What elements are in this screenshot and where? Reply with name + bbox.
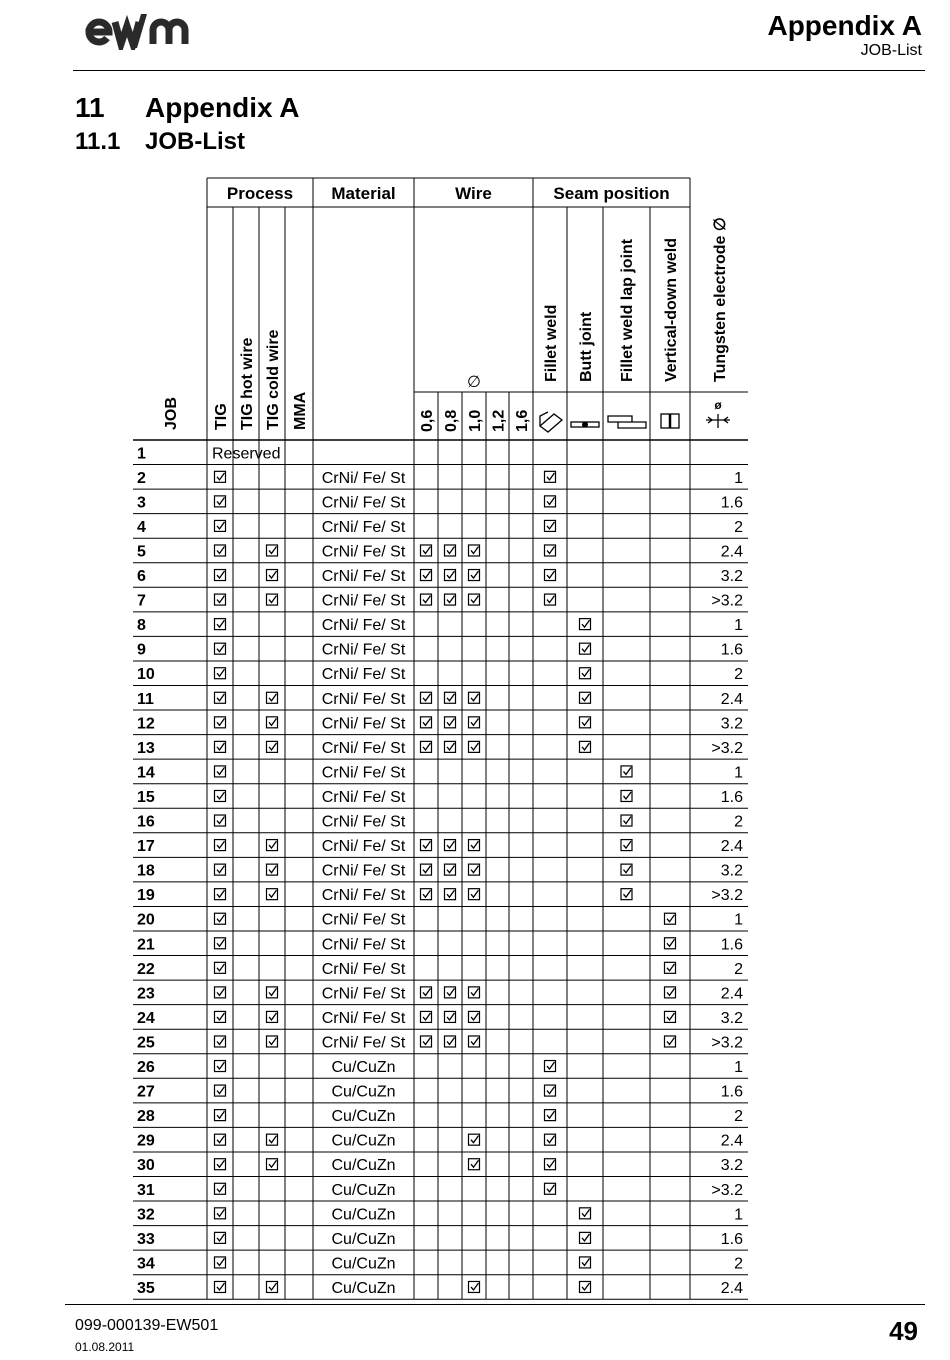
checkmark-icon <box>580 1208 591 1219</box>
tungsten-value: 2 <box>734 813 743 831</box>
checkmark-icon <box>545 594 556 605</box>
tungsten-value: 1.6 <box>720 494 743 512</box>
job-number: 23 <box>137 985 155 1003</box>
job-number: 9 <box>137 641 146 659</box>
checkmark-icon <box>469 1011 480 1022</box>
checkmark-icon <box>665 962 676 973</box>
checkmark-icon <box>215 643 226 654</box>
checkmark-icon <box>421 987 432 998</box>
job-number: 15 <box>137 788 155 806</box>
tungsten-value: 1 <box>734 1059 743 1077</box>
job-number: 35 <box>137 1279 155 1297</box>
tungsten-value: 2 <box>734 1108 743 1126</box>
job-number: 22 <box>137 960 155 978</box>
checkmark-icon <box>215 938 226 949</box>
checkmark-icon <box>215 1061 226 1072</box>
checkmark-icon <box>580 1281 591 1292</box>
tungsten-value: 1.6 <box>720 788 743 806</box>
column-header-fillet-weld: Fillet weld <box>543 304 560 382</box>
tungsten-value: >3.2 <box>711 592 743 610</box>
heading-text: Appendix A <box>145 92 300 123</box>
material-cell: CrNi/ Fe/ St <box>321 518 406 536</box>
column-header-mma: MMA <box>292 391 309 430</box>
checkmark-icon <box>267 987 278 998</box>
wire-size-header: 1,0 <box>467 409 484 432</box>
checkmark-icon <box>469 545 480 556</box>
checkmark-icon <box>545 1134 556 1145</box>
checkmark-icon <box>469 864 480 875</box>
checkmark-icon <box>445 594 456 605</box>
checkmark-icon <box>421 594 432 605</box>
heading-number: 11 <box>75 92 105 123</box>
tungsten-value: 3.2 <box>720 1157 743 1175</box>
checkmark-icon <box>421 1011 432 1022</box>
material-cell: CrNi/ Fe/ St <box>321 690 406 708</box>
job-number: 17 <box>137 838 155 856</box>
material-cell: Cu/CuZn <box>331 1206 396 1224</box>
checkmark-icon <box>215 913 226 924</box>
checkmark-icon <box>215 987 226 998</box>
job-number: 12 <box>137 715 155 733</box>
checkmark-icon <box>621 815 632 826</box>
job-number: 20 <box>137 911 155 929</box>
material-cell: Cu/CuZn <box>331 1132 396 1150</box>
checkmark-icon <box>421 570 432 581</box>
job-number: 18 <box>137 862 155 880</box>
checkmark-icon <box>469 594 480 605</box>
job-number: 21 <box>137 936 155 954</box>
checkmark-icon <box>421 889 432 900</box>
checkmark-icon <box>469 570 480 581</box>
material-cell: CrNi/ Fe/ St <box>321 936 406 954</box>
group-header-seam-position: Seam position <box>553 184 670 203</box>
column-header-tig-hot-wire: TIG hot wire <box>239 337 256 430</box>
job-number: 7 <box>137 592 146 610</box>
checkmark-icon <box>445 1011 456 1022</box>
checkmark-icon <box>267 1159 278 1170</box>
tungsten-value: 1.6 <box>720 936 743 954</box>
job-number: 33 <box>137 1230 155 1248</box>
checkmark-icon <box>215 594 226 605</box>
tungsten-value: 3.2 <box>720 1009 743 1027</box>
tungsten-value: 2.4 <box>720 838 743 856</box>
material-cell: Cu/CuZn <box>331 1255 396 1273</box>
checkmark-icon <box>580 668 591 679</box>
checkmark-icon <box>215 520 226 531</box>
checkmark-icon <box>469 889 480 900</box>
material-cell: CrNi/ Fe/ St <box>321 960 406 978</box>
material-cell: CrNi/ Fe/ St <box>321 739 406 757</box>
job-number: 1 <box>137 445 146 463</box>
checkmark-icon <box>215 840 226 851</box>
checkmark-icon <box>469 1036 480 1047</box>
checkmark-icon <box>445 1036 456 1047</box>
tungsten-value: 2 <box>734 518 743 536</box>
checkmark-icon <box>545 1159 556 1170</box>
checkmark-icon <box>445 741 456 752</box>
checkmark-icon <box>215 766 226 777</box>
checkmark-icon <box>580 619 591 630</box>
checkmark-icon <box>421 545 432 556</box>
tungsten-value: 1 <box>734 764 743 782</box>
checkmark-icon <box>267 864 278 875</box>
checkmark-icon <box>267 840 278 851</box>
checkmark-icon <box>267 1011 278 1022</box>
material-cell: Cu/CuZn <box>331 1108 396 1126</box>
checkmark-icon <box>665 987 676 998</box>
tungsten-value: 1.6 <box>720 641 743 659</box>
job-number: 8 <box>137 617 146 635</box>
checkmark-icon <box>215 545 226 556</box>
checkmark-icon <box>469 1134 480 1145</box>
document-date: 01.08.2011 <box>75 1340 135 1354</box>
material-cell: CrNi/ Fe/ St <box>321 985 406 1003</box>
checkmark-icon <box>621 889 632 900</box>
checkmark-icon <box>421 741 432 752</box>
group-header-process: Process <box>226 184 294 203</box>
wire-diameter-symbol: ∅ <box>467 374 481 391</box>
tungsten-value: 1 <box>734 469 743 487</box>
job-number: 4 <box>137 518 146 536</box>
checkmark-icon <box>545 520 556 531</box>
butt-joint-icon <box>571 422 599 428</box>
material-cell: CrNi/ Fe/ St <box>321 1009 406 1027</box>
column-header-tungsten-electrode: Tungsten electrode ∅ <box>712 217 729 382</box>
checkmark-icon <box>580 643 591 654</box>
material-cell: CrNi/ Fe/ St <box>321 666 406 684</box>
material-cell: Cu/CuZn <box>331 1059 396 1077</box>
job-number: 29 <box>137 1132 155 1150</box>
tungsten-value: 1.6 <box>720 1230 743 1248</box>
tungsten-value: 3.2 <box>720 568 743 586</box>
checkmark-icon <box>215 692 226 703</box>
checkmark-icon <box>215 717 226 728</box>
material-cell: Cu/CuZn <box>331 1157 396 1175</box>
job-number: 14 <box>137 764 155 782</box>
checkmark-icon <box>665 1011 676 1022</box>
tungsten-value: 2 <box>734 666 743 684</box>
subheading-text: JOB-List <box>145 128 246 155</box>
header-title: Appendix A <box>767 10 922 41</box>
checkmark-icon <box>215 1281 226 1292</box>
checkmark-icon <box>469 1281 480 1292</box>
tungsten-value: 2.4 <box>720 985 743 1003</box>
checkmark-icon <box>469 717 480 728</box>
checkmark-icon <box>545 570 556 581</box>
checkmark-icon <box>545 545 556 556</box>
job-number: 28 <box>137 1108 155 1126</box>
tungsten-value: >3.2 <box>711 887 743 905</box>
checkmark-icon <box>215 1085 226 1096</box>
wire-size-header: 0,8 <box>443 409 460 432</box>
checkmark-icon <box>621 840 632 851</box>
checkmark-icon <box>580 717 591 728</box>
reserved-label: Reserved <box>212 445 281 463</box>
checkmark-icon <box>421 692 432 703</box>
checkmark-icon <box>215 815 226 826</box>
checkmark-icon <box>665 913 676 924</box>
checkmark-icon <box>580 1257 591 1268</box>
checkmark-icon <box>621 864 632 875</box>
checkmark-icon <box>469 692 480 703</box>
checkmark-icon <box>267 545 278 556</box>
job-number: 26 <box>137 1059 155 1077</box>
tungsten-value: 1.6 <box>720 1083 743 1101</box>
checkmark-icon <box>445 717 456 728</box>
checkmark-icon <box>267 594 278 605</box>
checkmark-icon <box>215 1257 226 1268</box>
checkmark-icon <box>545 1085 556 1096</box>
tungsten-value: 3.2 <box>720 715 743 733</box>
header-subtitle: JOB-List <box>860 42 922 59</box>
checkmark-icon <box>545 1110 556 1121</box>
checkmark-icon <box>421 840 432 851</box>
checkmark-icon <box>445 692 456 703</box>
job-number: 24 <box>137 1009 155 1027</box>
checkmark-icon <box>267 570 278 581</box>
checkmark-icon <box>445 864 456 875</box>
tungsten-value: 2 <box>734 1255 743 1273</box>
material-cell: CrNi/ Fe/ St <box>321 813 406 831</box>
column-header-butt-joint: Butt joint <box>578 311 595 382</box>
tungsten-value: >3.2 <box>711 1181 743 1199</box>
material-cell: CrNi/ Fe/ St <box>321 469 406 487</box>
material-cell: CrNi/ Fe/ St <box>321 641 406 659</box>
column-header-tig: TIG <box>213 403 230 430</box>
tungsten-value: 3.2 <box>720 862 743 880</box>
material-cell: Cu/CuZn <box>331 1230 396 1248</box>
job-number: 10 <box>137 666 155 684</box>
job-number: 16 <box>137 813 155 831</box>
group-header-wire: Wire <box>455 184 492 203</box>
checkmark-icon <box>215 1036 226 1047</box>
material-cell: CrNi/ Fe/ St <box>321 494 406 512</box>
checkmark-icon <box>215 889 226 900</box>
checkmark-icon <box>215 471 226 482</box>
checkmark-icon <box>215 570 226 581</box>
document-number: 099-000139-EW501 <box>75 1317 219 1334</box>
checkmark-icon <box>421 1036 432 1047</box>
job-number: 27 <box>137 1083 155 1101</box>
tungsten-value: >3.2 <box>711 739 743 757</box>
job-number: 5 <box>137 543 146 561</box>
material-cell: CrNi/ Fe/ St <box>321 788 406 806</box>
job-number: 11 <box>137 690 154 708</box>
material-cell: CrNi/ Fe/ St <box>321 617 406 635</box>
material-cell: Cu/CuZn <box>331 1083 396 1101</box>
material-cell: CrNi/ Fe/ St <box>321 911 406 929</box>
job-number: 13 <box>137 739 155 757</box>
material-cell: CrNi/ Fe/ St <box>321 592 406 610</box>
checkmark-icon <box>215 1159 226 1170</box>
checkmark-icon <box>421 864 432 875</box>
checkmark-icon <box>215 790 226 801</box>
job-number: 6 <box>137 568 146 586</box>
checkmark-icon <box>215 619 226 630</box>
material-cell: CrNi/ Fe/ St <box>321 543 406 561</box>
checkmark-icon <box>267 1036 278 1047</box>
checkmark-icon <box>445 987 456 998</box>
checkmark-icon <box>267 741 278 752</box>
checkmark-icon <box>469 1159 480 1170</box>
checkmark-icon <box>621 766 632 777</box>
checkmark-icon <box>267 889 278 900</box>
page-number: 49 <box>889 1316 918 1346</box>
checkmark-icon <box>545 471 556 482</box>
tungsten-value: >3.2 <box>711 1034 743 1052</box>
subheading-number: 11.1 <box>75 128 121 155</box>
job-number: 32 <box>137 1206 155 1224</box>
material-cell: CrNi/ Fe/ St <box>321 1034 406 1052</box>
checkmark-icon <box>215 1183 226 1194</box>
tungsten-value: 1 <box>734 911 743 929</box>
job-number: 19 <box>137 887 155 905</box>
checkmark-icon <box>665 938 676 949</box>
tungsten-icon-label: ø <box>714 398 722 412</box>
checkmark-icon <box>665 1036 676 1047</box>
material-cell: Cu/CuZn <box>331 1181 396 1199</box>
tungsten-value: 2.4 <box>720 1132 743 1150</box>
wire-size-header: 0,6 <box>419 409 436 432</box>
checkmark-icon <box>267 717 278 728</box>
checkmark-icon <box>215 864 226 875</box>
group-header-material: Material <box>331 184 396 203</box>
material-cell: Cu/CuZn <box>331 1279 396 1297</box>
checkmark-icon <box>215 1232 226 1243</box>
checkmark-icon <box>445 545 456 556</box>
job-number: 30 <box>137 1157 155 1175</box>
checkmark-icon <box>215 962 226 973</box>
checkmark-icon <box>215 1011 226 1022</box>
checkmark-icon <box>215 1134 226 1145</box>
vertical-down-weld-icon <box>661 414 679 428</box>
job-number: 31 <box>137 1181 155 1199</box>
checkmark-icon <box>580 692 591 703</box>
wire-size-header: 1,6 <box>514 409 531 432</box>
lap-joint-icon <box>608 416 646 428</box>
checkmark-icon <box>545 1183 556 1194</box>
material-cell: CrNi/ Fe/ St <box>321 764 406 782</box>
job-number: 34 <box>137 1255 155 1273</box>
tungsten-electrode-icon <box>706 414 730 428</box>
checkmark-icon <box>445 840 456 851</box>
tungsten-value: 2.4 <box>720 690 743 708</box>
job-number: 3 <box>137 494 146 512</box>
checkmark-icon <box>421 717 432 728</box>
checkmark-icon <box>469 840 480 851</box>
column-header-fillet-weld-lap-joint: Fillet weld lap joint <box>619 238 636 382</box>
checkmark-icon <box>545 496 556 507</box>
column-header-job: JOB <box>163 397 180 430</box>
fillet-weld-icon <box>540 412 562 432</box>
checkmark-icon <box>215 496 226 507</box>
tungsten-value: 2.4 <box>720 1279 743 1297</box>
column-header-vertical-down-weld: Vertical-down weld <box>663 237 680 382</box>
column-header-tig-cold-wire: TIG cold wire <box>265 329 282 430</box>
material-cell: CrNi/ Fe/ St <box>321 838 406 856</box>
checkmark-icon <box>621 790 632 801</box>
checkmark-icon <box>545 1061 556 1072</box>
checkmark-icon <box>215 741 226 752</box>
checkmark-icon <box>580 1232 591 1243</box>
checkmark-icon <box>215 1110 226 1121</box>
wire-size-header: 1,2 <box>490 409 508 432</box>
footer-rule <box>65 1304 925 1305</box>
material-cell: CrNi/ Fe/ St <box>321 568 406 586</box>
checkmark-icon <box>215 1208 226 1219</box>
checkmark-icon <box>445 889 456 900</box>
tungsten-value: 1 <box>734 617 743 635</box>
job-number: 25 <box>137 1034 155 1052</box>
material-cell: CrNi/ Fe/ St <box>321 862 406 880</box>
material-cell: CrNi/ Fe/ St <box>321 887 406 905</box>
tungsten-value: 1 <box>734 1206 743 1224</box>
checkmark-icon <box>469 741 480 752</box>
material-cell: CrNi/ Fe/ St <box>321 715 406 733</box>
tungsten-value: 2.4 <box>720 543 743 561</box>
tungsten-value: 2 <box>734 960 743 978</box>
checkmark-icon <box>215 668 226 679</box>
checkmark-icon <box>469 987 480 998</box>
checkmark-icon <box>267 692 278 703</box>
job-number: 2 <box>137 469 146 487</box>
checkmark-icon <box>267 1134 278 1145</box>
checkmark-icon <box>445 570 456 581</box>
checkmark-icon <box>580 741 591 752</box>
checkmark-icon <box>267 1281 278 1292</box>
